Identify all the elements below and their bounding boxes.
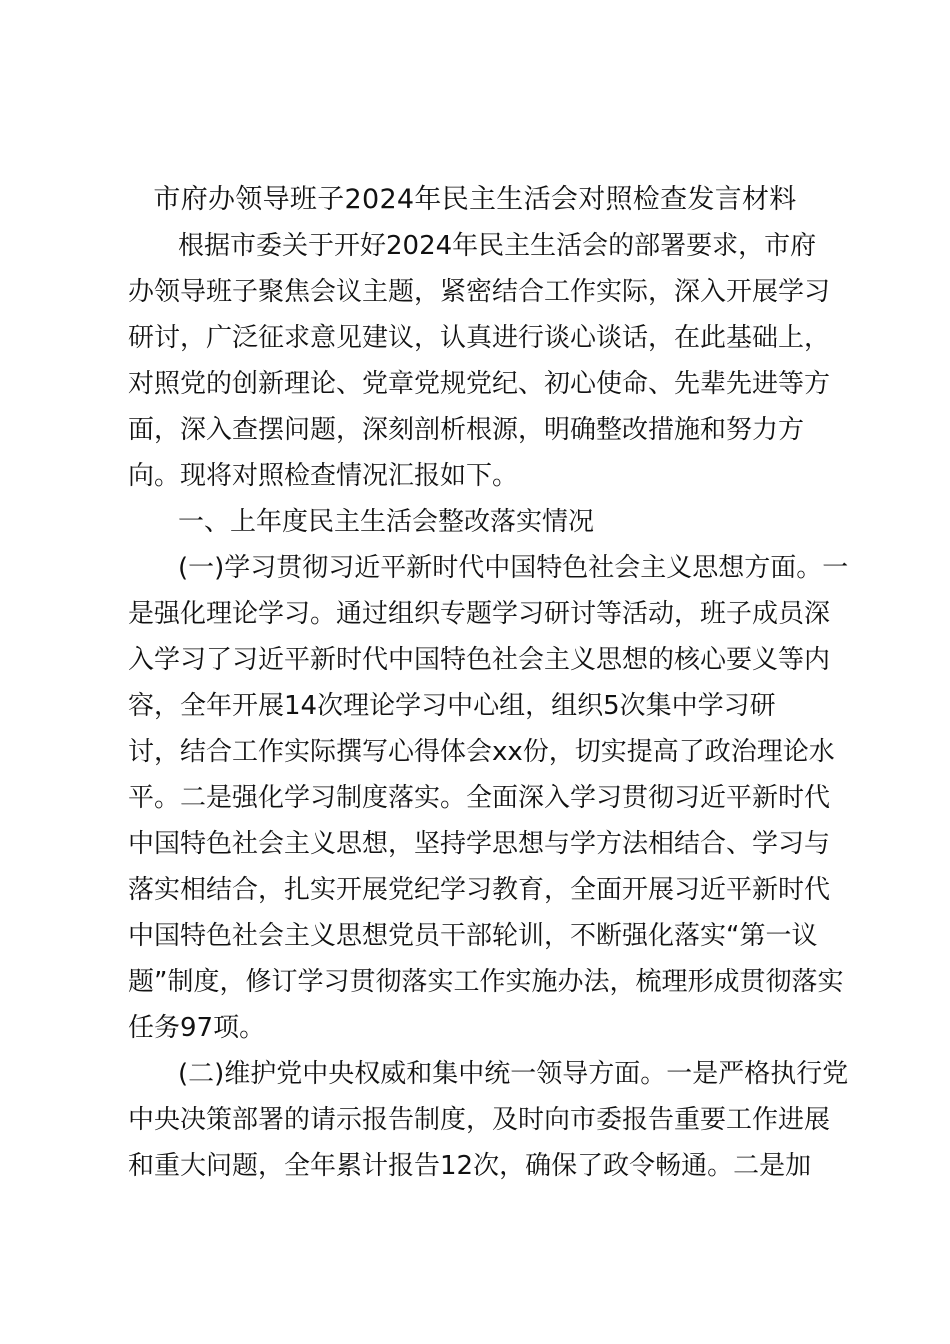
paragraph-line: 题”制度，修订学习贯彻落实工作实施办法，梳理形成贯彻落实: [128, 967, 844, 997]
paragraph-line: 根据市委关于开好2024年民主生活会的部署要求，市府: [178, 231, 817, 261]
paragraph-line: 和重大问题，全年累计报告12次，确保了政令畅通。二是加: [128, 1151, 812, 1181]
paragraph-line: 容，全年开展14次理论学习中心组，组织5次集中学习研: [128, 691, 776, 721]
paragraph-line: 任务97项。: [128, 1013, 266, 1043]
paragraph-line: 面，深入查摆问题，深刻剖析根源，明确整改措施和努力方: [128, 415, 805, 445]
paragraph-line: 中国特色社会主义思想，坚持学思想与学方法相结合、学习与: [128, 829, 831, 859]
paragraph-line: 平。二是强化学习制度落实。全面深入学习贯彻习近平新时代: [128, 783, 831, 813]
document-title: 市府办领导班子2024年民主生活会对照检查发言材料: [153, 184, 797, 215]
paragraph-line: 中央决策部署的请示报告制度，及时向市委报告重要工作进展: [128, 1105, 831, 1135]
paragraph-line: 中国特色社会主义思想党员干部轮训，不断强化落实“第一议: [128, 921, 818, 951]
paragraph-line: 是强化理论学习。通过组织专题学习研讨等活动，班子成员深: [128, 599, 831, 629]
paragraph-line: 讨，结合工作实际撰写心得体会xx份，切实提高了政治理论水: [128, 737, 835, 767]
paragraph-line: 办领导班子聚焦会议主题，紧密结合工作实际，深入开展学习: [128, 277, 831, 307]
paragraph-line: 落实相结合，扎实开展党纪学习教育，全面开展习近平新时代: [128, 875, 831, 905]
paragraph-line: (一)学习贯彻习近平新时代中国特色社会主义思想方面。一: [178, 553, 849, 583]
paragraph-line: 对照党的创新理论、党章党规党纪、初心使命、先辈先进等方: [128, 369, 831, 399]
paragraph-line: 向。现将对照检查情况汇报如下。: [128, 461, 519, 491]
paragraph-line: 研讨，广泛征求意见建议，认真进行谈心谈话，在此基础上，: [128, 323, 831, 353]
paragraph-line: (二)维护党中央权威和集中统一领导方面。一是严格执行党: [178, 1059, 849, 1089]
section-heading: 一、上年度民主生活会整改落实情况: [178, 507, 595, 537]
paragraph-line: 入学习了习近平新时代中国特色社会主义思想的核心要义等内: [128, 645, 831, 675]
